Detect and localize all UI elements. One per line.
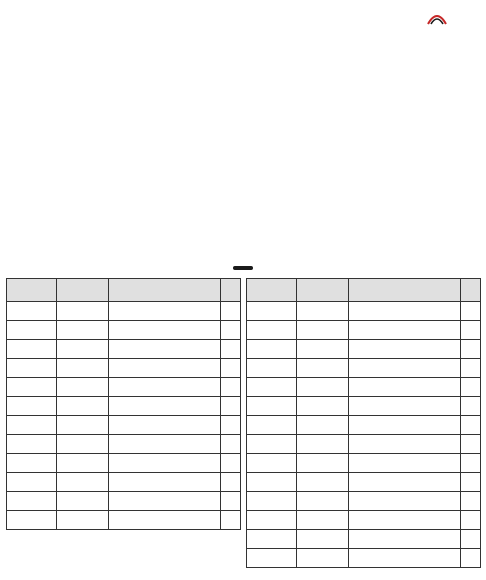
cell-unit xyxy=(297,530,349,549)
cell-item xyxy=(109,302,221,321)
notice-header xyxy=(6,4,480,34)
cell-item xyxy=(109,397,221,416)
cell-qty xyxy=(7,340,57,359)
items-table-left-body xyxy=(7,302,241,530)
cell-unit xyxy=(57,473,109,492)
cell-unit xyxy=(57,340,109,359)
company-logo-icon xyxy=(426,12,448,26)
cell-unit xyxy=(297,511,349,530)
cell-qty xyxy=(247,492,297,511)
table-row xyxy=(7,454,241,473)
cell-qty xyxy=(7,378,57,397)
cell-item xyxy=(109,473,221,492)
cell-qty xyxy=(247,511,297,530)
intro-text-right xyxy=(246,36,480,258)
table-row xyxy=(7,340,241,359)
cell-row xyxy=(221,321,241,340)
cell-item xyxy=(349,340,461,359)
cell-unit xyxy=(57,302,109,321)
table-row xyxy=(7,492,241,511)
cell-qty xyxy=(247,549,297,568)
cell-qty xyxy=(7,321,57,340)
cell-unit xyxy=(297,435,349,454)
cell-item xyxy=(349,549,461,568)
cell-row xyxy=(461,530,481,549)
table-row xyxy=(247,492,481,511)
cell-item xyxy=(349,454,461,473)
cell-item xyxy=(109,378,221,397)
cell-unit xyxy=(57,416,109,435)
items-section-title xyxy=(233,266,253,270)
table-row xyxy=(7,397,241,416)
cell-qty xyxy=(247,302,297,321)
cell-row xyxy=(221,492,241,511)
cell-qty xyxy=(247,416,297,435)
items-table-right-body xyxy=(247,302,481,568)
table-row xyxy=(247,454,481,473)
cell-qty xyxy=(7,302,57,321)
cell-row xyxy=(221,397,241,416)
cell-qty xyxy=(7,416,57,435)
cell-unit xyxy=(297,473,349,492)
cell-item xyxy=(349,530,461,549)
cell-unit xyxy=(297,359,349,378)
table-row xyxy=(247,397,481,416)
table-row xyxy=(7,511,241,530)
cell-row xyxy=(461,511,481,530)
cell-item xyxy=(109,435,221,454)
table-row xyxy=(247,378,481,397)
cell-unit xyxy=(57,359,109,378)
cell-row xyxy=(461,549,481,568)
cell-qty xyxy=(247,454,297,473)
table-row xyxy=(247,473,481,492)
cell-row xyxy=(461,473,481,492)
intro-text-left xyxy=(6,36,240,258)
cell-item xyxy=(109,416,221,435)
cell-row xyxy=(221,340,241,359)
table-row xyxy=(247,359,481,378)
cell-unit xyxy=(57,397,109,416)
cell-item xyxy=(349,302,461,321)
cell-unit xyxy=(57,435,109,454)
cell-unit xyxy=(297,492,349,511)
cell-item xyxy=(349,416,461,435)
notice-footer xyxy=(6,563,240,577)
cell-row xyxy=(221,435,241,454)
items-section-bar xyxy=(6,260,480,276)
column-header-unit xyxy=(297,279,349,302)
cell-qty xyxy=(7,359,57,378)
cell-qty xyxy=(247,397,297,416)
table-row xyxy=(247,416,481,435)
table-row xyxy=(247,435,481,454)
cell-row xyxy=(461,359,481,378)
cell-unit xyxy=(297,416,349,435)
table-row xyxy=(247,340,481,359)
cell-qty xyxy=(247,435,297,454)
column-header-item xyxy=(109,279,221,302)
cell-qty xyxy=(247,340,297,359)
cell-qty xyxy=(7,454,57,473)
table-row xyxy=(7,416,241,435)
column-header-qty xyxy=(247,279,297,302)
cell-qty xyxy=(7,511,57,530)
cell-unit xyxy=(297,549,349,568)
table-row xyxy=(247,511,481,530)
cell-row xyxy=(221,473,241,492)
cell-unit xyxy=(57,492,109,511)
company-logo xyxy=(394,4,480,34)
cell-item xyxy=(349,378,461,397)
cell-row xyxy=(221,454,241,473)
cell-unit xyxy=(57,454,109,473)
cell-unit xyxy=(57,321,109,340)
cell-row xyxy=(461,492,481,511)
column-header-qty xyxy=(7,279,57,302)
table-row xyxy=(247,549,481,568)
cell-item xyxy=(349,397,461,416)
cell-row xyxy=(221,359,241,378)
cell-item xyxy=(109,340,221,359)
cell-qty xyxy=(247,473,297,492)
cell-row xyxy=(221,511,241,530)
cell-unit xyxy=(297,378,349,397)
cell-row xyxy=(221,378,241,397)
cell-unit xyxy=(297,321,349,340)
cell-row xyxy=(461,435,481,454)
cell-row xyxy=(461,340,481,359)
cell-row xyxy=(461,397,481,416)
cell-item xyxy=(349,473,461,492)
table-row xyxy=(7,321,241,340)
column-header-row xyxy=(461,279,481,302)
cell-unit xyxy=(297,340,349,359)
cell-item xyxy=(349,492,461,511)
cell-item xyxy=(349,321,461,340)
cell-row xyxy=(461,302,481,321)
cell-row xyxy=(461,378,481,397)
cell-unit xyxy=(57,378,109,397)
table-row xyxy=(247,530,481,549)
cell-item xyxy=(349,435,461,454)
cell-unit xyxy=(297,397,349,416)
cell-item xyxy=(349,359,461,378)
cell-qty xyxy=(7,397,57,416)
table-row xyxy=(7,302,241,321)
table-header-row xyxy=(7,279,241,302)
cell-unit xyxy=(297,454,349,473)
cell-item xyxy=(109,454,221,473)
cell-qty xyxy=(247,359,297,378)
cell-unit xyxy=(297,302,349,321)
cell-item xyxy=(109,492,221,511)
items-table-right xyxy=(246,278,481,568)
cell-row xyxy=(461,416,481,435)
cell-qty xyxy=(7,473,57,492)
table-row xyxy=(247,302,481,321)
column-header-row xyxy=(221,279,241,302)
table-header-row xyxy=(247,279,481,302)
table-row xyxy=(7,359,241,378)
cell-row xyxy=(461,321,481,340)
cell-row xyxy=(221,302,241,321)
table-row xyxy=(7,435,241,454)
column-header-unit xyxy=(57,279,109,302)
cell-unit xyxy=(57,511,109,530)
cell-row xyxy=(461,454,481,473)
cell-item xyxy=(109,511,221,530)
cell-item xyxy=(349,511,461,530)
cell-item xyxy=(109,359,221,378)
cell-qty xyxy=(247,530,297,549)
cell-qty xyxy=(7,435,57,454)
cell-qty xyxy=(7,492,57,511)
table-row xyxy=(7,473,241,492)
cell-item xyxy=(109,321,221,340)
cell-qty xyxy=(247,378,297,397)
cell-row xyxy=(221,416,241,435)
table-row xyxy=(7,378,241,397)
table-row xyxy=(247,321,481,340)
cell-qty xyxy=(247,321,297,340)
column-header-item xyxy=(349,279,461,302)
items-table-left xyxy=(6,278,241,530)
